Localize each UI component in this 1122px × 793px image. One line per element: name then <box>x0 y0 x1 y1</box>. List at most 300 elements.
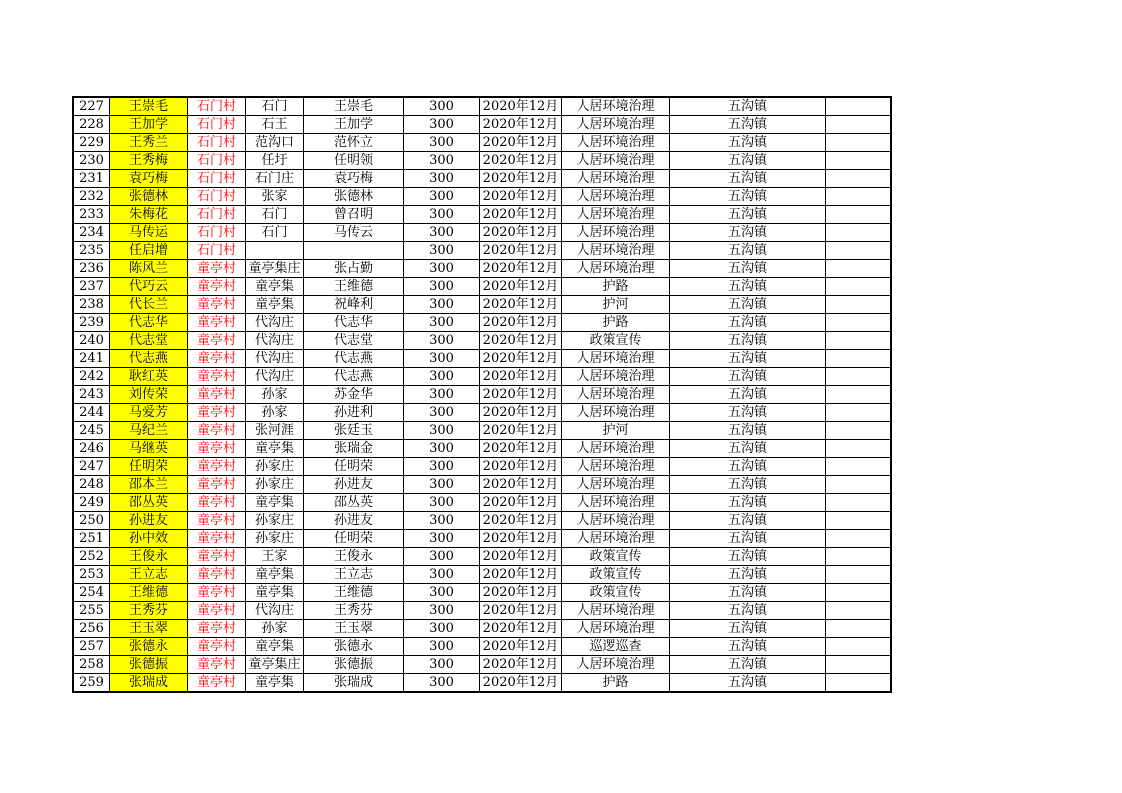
name-cell[interactable]: 马传运 <box>110 224 188 242</box>
note-cell[interactable] <box>826 404 892 422</box>
town-cell[interactable]: 五沟镇 <box>670 620 826 638</box>
job-cell[interactable]: 护路 <box>562 674 670 693</box>
job-cell[interactable]: 人居环境治理 <box>562 224 670 242</box>
village-cell[interactable]: 石门村 <box>188 97 246 116</box>
name-cell[interactable]: 朱梅花 <box>110 206 188 224</box>
village-cell[interactable]: 童亭村 <box>188 350 246 368</box>
group-cell[interactable]: 童亭集 <box>246 278 304 296</box>
town-cell[interactable]: 五沟镇 <box>670 152 826 170</box>
amount-cell[interactable]: 300 <box>404 314 480 332</box>
name-cell[interactable]: 王玉翠 <box>110 620 188 638</box>
village-cell[interactable]: 童亭村 <box>188 476 246 494</box>
job-cell[interactable]: 人居环境治理 <box>562 116 670 134</box>
job-cell[interactable]: 护河 <box>562 422 670 440</box>
amount-cell[interactable]: 300 <box>404 116 480 134</box>
village-cell[interactable]: 石门村 <box>188 170 246 188</box>
amount-cell[interactable]: 300 <box>404 296 480 314</box>
note-cell[interactable] <box>826 386 892 404</box>
payee-cell[interactable] <box>304 242 404 260</box>
group-cell[interactable]: 童亭集 <box>246 494 304 512</box>
payee-cell[interactable]: 代志燕 <box>304 368 404 386</box>
name-cell[interactable]: 张瑞成 <box>110 674 188 693</box>
row-index-cell[interactable]: 243 <box>73 386 110 404</box>
town-cell[interactable]: 五沟镇 <box>670 638 826 656</box>
job-cell[interactable]: 人居环境治理 <box>562 188 670 206</box>
job-cell[interactable]: 人居环境治理 <box>562 386 670 404</box>
payee-cell[interactable]: 孙进友 <box>304 512 404 530</box>
name-cell[interactable]: 孙进友 <box>110 512 188 530</box>
note-cell[interactable] <box>826 548 892 566</box>
payee-cell[interactable]: 范怀立 <box>304 134 404 152</box>
amount-cell[interactable]: 300 <box>404 512 480 530</box>
amount-cell[interactable]: 300 <box>404 566 480 584</box>
payee-cell[interactable]: 袁巧梅 <box>304 170 404 188</box>
row-index-cell[interactable]: 244 <box>73 404 110 422</box>
amount-cell[interactable]: 300 <box>404 422 480 440</box>
payee-cell[interactable]: 张德林 <box>304 188 404 206</box>
date-cell[interactable]: 2020年12月 <box>480 530 562 548</box>
payee-cell[interactable]: 曾召明 <box>304 206 404 224</box>
job-cell[interactable]: 人居环境治理 <box>562 440 670 458</box>
row-index-cell[interactable]: 255 <box>73 602 110 620</box>
row-index-cell[interactable]: 249 <box>73 494 110 512</box>
row-index-cell[interactable]: 254 <box>73 584 110 602</box>
payee-cell[interactable]: 祝峰利 <box>304 296 404 314</box>
village-cell[interactable]: 童亭村 <box>188 602 246 620</box>
row-index-cell[interactable]: 228 <box>73 116 110 134</box>
amount-cell[interactable]: 300 <box>404 134 480 152</box>
job-cell[interactable]: 人居环境治理 <box>562 530 670 548</box>
name-cell[interactable]: 代志堂 <box>110 332 188 350</box>
note-cell[interactable] <box>826 620 892 638</box>
group-cell[interactable]: 孙家庄 <box>246 530 304 548</box>
amount-cell[interactable]: 300 <box>404 584 480 602</box>
village-cell[interactable]: 童亭村 <box>188 566 246 584</box>
date-cell[interactable]: 2020年12月 <box>480 440 562 458</box>
row-index-cell[interactable]: 237 <box>73 278 110 296</box>
town-cell[interactable]: 五沟镇 <box>670 512 826 530</box>
village-cell[interactable]: 石门村 <box>188 242 246 260</box>
amount-cell[interactable]: 300 <box>404 620 480 638</box>
name-cell[interactable]: 马爱芳 <box>110 404 188 422</box>
amount-cell[interactable]: 300 <box>404 278 480 296</box>
payee-cell[interactable]: 邵丛英 <box>304 494 404 512</box>
group-cell[interactable]: 任圩 <box>246 152 304 170</box>
date-cell[interactable]: 2020年12月 <box>480 134 562 152</box>
note-cell[interactable] <box>826 260 892 278</box>
amount-cell[interactable]: 300 <box>404 242 480 260</box>
amount-cell[interactable]: 300 <box>404 350 480 368</box>
row-index-cell[interactable]: 239 <box>73 314 110 332</box>
payee-cell[interactable]: 王维德 <box>304 278 404 296</box>
job-cell[interactable]: 护路 <box>562 314 670 332</box>
row-index-cell[interactable]: 238 <box>73 296 110 314</box>
payee-cell[interactable]: 孙进利 <box>304 404 404 422</box>
row-index-cell[interactable]: 253 <box>73 566 110 584</box>
job-cell[interactable]: 政策宣传 <box>562 332 670 350</box>
town-cell[interactable]: 五沟镇 <box>670 422 826 440</box>
group-cell[interactable]: 童亭集庄 <box>246 656 304 674</box>
date-cell[interactable]: 2020年12月 <box>480 332 562 350</box>
name-cell[interactable]: 袁巧梅 <box>110 170 188 188</box>
village-cell[interactable]: 童亭村 <box>188 278 246 296</box>
date-cell[interactable]: 2020年12月 <box>480 602 562 620</box>
village-cell[interactable]: 童亭村 <box>188 584 246 602</box>
note-cell[interactable] <box>826 656 892 674</box>
note-cell[interactable] <box>826 602 892 620</box>
amount-cell[interactable]: 300 <box>404 548 480 566</box>
name-cell[interactable]: 王立志 <box>110 566 188 584</box>
date-cell[interactable]: 2020年12月 <box>480 620 562 638</box>
job-cell[interactable]: 人居环境治理 <box>562 602 670 620</box>
payee-cell[interactable]: 张瑞金 <box>304 440 404 458</box>
note-cell[interactable] <box>826 152 892 170</box>
amount-cell[interactable]: 300 <box>404 476 480 494</box>
amount-cell[interactable]: 300 <box>404 638 480 656</box>
village-cell[interactable]: 石门村 <box>188 188 246 206</box>
note-cell[interactable] <box>826 422 892 440</box>
row-index-cell[interactable]: 256 <box>73 620 110 638</box>
job-cell[interactable]: 巡逻巡查 <box>562 638 670 656</box>
date-cell[interactable]: 2020年12月 <box>480 314 562 332</box>
date-cell[interactable]: 2020年12月 <box>480 278 562 296</box>
group-cell[interactable]: 童亭集庄 <box>246 260 304 278</box>
town-cell[interactable]: 五沟镇 <box>670 350 826 368</box>
village-cell[interactable]: 童亭村 <box>188 314 246 332</box>
payee-cell[interactable]: 张占勤 <box>304 260 404 278</box>
village-cell[interactable]: 童亭村 <box>188 620 246 638</box>
amount-cell[interactable]: 300 <box>404 170 480 188</box>
village-cell[interactable]: 童亭村 <box>188 368 246 386</box>
date-cell[interactable]: 2020年12月 <box>480 476 562 494</box>
row-index-cell[interactable]: 246 <box>73 440 110 458</box>
name-cell[interactable]: 张德振 <box>110 656 188 674</box>
payee-cell[interactable]: 苏金华 <box>304 386 404 404</box>
town-cell[interactable]: 五沟镇 <box>670 494 826 512</box>
note-cell[interactable] <box>826 224 892 242</box>
town-cell[interactable]: 五沟镇 <box>670 584 826 602</box>
amount-cell[interactable]: 300 <box>404 206 480 224</box>
row-index-cell[interactable]: 234 <box>73 224 110 242</box>
group-cell[interactable]: 王家 <box>246 548 304 566</box>
group-cell[interactable]: 范沟口 <box>246 134 304 152</box>
name-cell[interactable]: 王俊永 <box>110 548 188 566</box>
payee-cell[interactable]: 王秀芬 <box>304 602 404 620</box>
group-cell[interactable]: 代沟庄 <box>246 368 304 386</box>
amount-cell[interactable]: 300 <box>404 602 480 620</box>
date-cell[interactable]: 2020年12月 <box>480 170 562 188</box>
date-cell[interactable]: 2020年12月 <box>480 422 562 440</box>
row-index-cell[interactable]: 240 <box>73 332 110 350</box>
group-cell[interactable]: 代沟庄 <box>246 332 304 350</box>
group-cell[interactable]: 童亭集 <box>246 674 304 693</box>
date-cell[interactable]: 2020年12月 <box>480 152 562 170</box>
town-cell[interactable]: 五沟镇 <box>670 368 826 386</box>
note-cell[interactable] <box>826 530 892 548</box>
job-cell[interactable]: 人居环境治理 <box>562 260 670 278</box>
payee-cell[interactable]: 代志华 <box>304 314 404 332</box>
group-cell[interactable]: 石王 <box>246 116 304 134</box>
amount-cell[interactable]: 300 <box>404 260 480 278</box>
name-cell[interactable]: 陈风兰 <box>110 260 188 278</box>
town-cell[interactable]: 五沟镇 <box>670 440 826 458</box>
village-cell[interactable]: 童亭村 <box>188 332 246 350</box>
job-cell[interactable]: 人居环境治理 <box>562 656 670 674</box>
amount-cell[interactable]: 300 <box>404 458 480 476</box>
village-cell[interactable]: 童亭村 <box>188 530 246 548</box>
name-cell[interactable]: 代志华 <box>110 314 188 332</box>
town-cell[interactable]: 五沟镇 <box>670 476 826 494</box>
payee-cell[interactable]: 王崇毛 <box>304 97 404 116</box>
amount-cell[interactable]: 300 <box>404 97 480 116</box>
village-cell[interactable]: 童亭村 <box>188 548 246 566</box>
row-index-cell[interactable]: 251 <box>73 530 110 548</box>
name-cell[interactable]: 马继英 <box>110 440 188 458</box>
date-cell[interactable]: 2020年12月 <box>480 548 562 566</box>
row-index-cell[interactable]: 259 <box>73 674 110 693</box>
town-cell[interactable]: 五沟镇 <box>670 278 826 296</box>
name-cell[interactable]: 王秀芬 <box>110 602 188 620</box>
job-cell[interactable]: 人居环境治理 <box>562 512 670 530</box>
name-cell[interactable]: 耿红英 <box>110 368 188 386</box>
name-cell[interactable]: 刘传荣 <box>110 386 188 404</box>
town-cell[interactable]: 五沟镇 <box>670 566 826 584</box>
row-index-cell[interactable]: 231 <box>73 170 110 188</box>
date-cell[interactable]: 2020年12月 <box>480 242 562 260</box>
amount-cell[interactable]: 300 <box>404 674 480 693</box>
payee-cell[interactable]: 王维德 <box>304 584 404 602</box>
job-cell[interactable]: 人居环境治理 <box>562 134 670 152</box>
payee-cell[interactable]: 任明领 <box>304 152 404 170</box>
group-cell[interactable]: 童亭集 <box>246 440 304 458</box>
town-cell[interactable]: 五沟镇 <box>670 314 826 332</box>
payee-cell[interactable]: 张德振 <box>304 656 404 674</box>
town-cell[interactable]: 五沟镇 <box>670 530 826 548</box>
payee-cell[interactable]: 张廷玉 <box>304 422 404 440</box>
note-cell[interactable] <box>826 638 892 656</box>
date-cell[interactable]: 2020年12月 <box>480 386 562 404</box>
job-cell[interactable]: 人居环境治理 <box>562 97 670 116</box>
name-cell[interactable]: 王加学 <box>110 116 188 134</box>
name-cell[interactable]: 邵本兰 <box>110 476 188 494</box>
town-cell[interactable]: 五沟镇 <box>670 224 826 242</box>
date-cell[interactable]: 2020年12月 <box>480 296 562 314</box>
note-cell[interactable] <box>826 206 892 224</box>
group-cell[interactable]: 童亭集 <box>246 296 304 314</box>
name-cell[interactable]: 张德永 <box>110 638 188 656</box>
group-cell[interactable]: 张河涯 <box>246 422 304 440</box>
name-cell[interactable]: 马纪兰 <box>110 422 188 440</box>
town-cell[interactable]: 五沟镇 <box>670 548 826 566</box>
note-cell[interactable] <box>826 494 892 512</box>
note-cell[interactable] <box>826 242 892 260</box>
village-cell[interactable]: 童亭村 <box>188 296 246 314</box>
date-cell[interactable]: 2020年12月 <box>480 566 562 584</box>
village-cell[interactable]: 童亭村 <box>188 422 246 440</box>
job-cell[interactable]: 人居环境治理 <box>562 242 670 260</box>
date-cell[interactable]: 2020年12月 <box>480 494 562 512</box>
village-cell[interactable]: 童亭村 <box>188 638 246 656</box>
date-cell[interactable]: 2020年12月 <box>480 404 562 422</box>
note-cell[interactable] <box>826 116 892 134</box>
job-cell[interactable]: 政策宣传 <box>562 548 670 566</box>
group-cell[interactable]: 代沟庄 <box>246 350 304 368</box>
note-cell[interactable] <box>826 674 892 693</box>
group-cell[interactable]: 张家 <box>246 188 304 206</box>
date-cell[interactable]: 2020年12月 <box>480 260 562 278</box>
note-cell[interactable] <box>826 440 892 458</box>
group-cell[interactable]: 孙家庄 <box>246 458 304 476</box>
village-cell[interactable]: 童亭村 <box>188 656 246 674</box>
amount-cell[interactable]: 300 <box>404 494 480 512</box>
note-cell[interactable] <box>826 350 892 368</box>
town-cell[interactable]: 五沟镇 <box>670 296 826 314</box>
note-cell[interactable] <box>826 566 892 584</box>
payee-cell[interactable]: 马传云 <box>304 224 404 242</box>
row-index-cell[interactable]: 252 <box>73 548 110 566</box>
row-index-cell[interactable]: 245 <box>73 422 110 440</box>
group-cell[interactable]: 童亭集 <box>246 566 304 584</box>
village-cell[interactable]: 石门村 <box>188 152 246 170</box>
town-cell[interactable]: 五沟镇 <box>670 97 826 116</box>
group-cell[interactable]: 代沟庄 <box>246 602 304 620</box>
town-cell[interactable]: 五沟镇 <box>670 116 826 134</box>
payee-cell[interactable]: 孙进友 <box>304 476 404 494</box>
amount-cell[interactable]: 300 <box>404 530 480 548</box>
amount-cell[interactable]: 300 <box>404 404 480 422</box>
town-cell[interactable]: 五沟镇 <box>670 458 826 476</box>
village-cell[interactable]: 石门村 <box>188 206 246 224</box>
amount-cell[interactable]: 300 <box>404 224 480 242</box>
village-cell[interactable]: 石门村 <box>188 134 246 152</box>
job-cell[interactable]: 人居环境治理 <box>562 350 670 368</box>
date-cell[interactable]: 2020年12月 <box>480 116 562 134</box>
payee-cell[interactable]: 王加学 <box>304 116 404 134</box>
group-cell[interactable]: 孙家庄 <box>246 476 304 494</box>
row-index-cell[interactable]: 229 <box>73 134 110 152</box>
village-cell[interactable]: 童亭村 <box>188 512 246 530</box>
note-cell[interactable] <box>826 278 892 296</box>
group-cell[interactable]: 石门 <box>246 97 304 116</box>
row-index-cell[interactable]: 247 <box>73 458 110 476</box>
row-index-cell[interactable]: 241 <box>73 350 110 368</box>
group-cell[interactable]: 石门 <box>246 224 304 242</box>
date-cell[interactable]: 2020年12月 <box>480 350 562 368</box>
town-cell[interactable]: 五沟镇 <box>670 206 826 224</box>
village-cell[interactable]: 童亭村 <box>188 458 246 476</box>
group-cell[interactable]: 孙家庄 <box>246 512 304 530</box>
row-index-cell[interactable]: 250 <box>73 512 110 530</box>
note-cell[interactable] <box>826 512 892 530</box>
group-cell[interactable] <box>246 242 304 260</box>
name-cell[interactable]: 代志燕 <box>110 350 188 368</box>
note-cell[interactable] <box>826 188 892 206</box>
job-cell[interactable]: 人居环境治理 <box>562 494 670 512</box>
row-index-cell[interactable]: 248 <box>73 476 110 494</box>
name-cell[interactable]: 孙中效 <box>110 530 188 548</box>
date-cell[interactable]: 2020年12月 <box>480 674 562 693</box>
amount-cell[interactable]: 300 <box>404 656 480 674</box>
date-cell[interactable]: 2020年12月 <box>480 512 562 530</box>
job-cell[interactable]: 人居环境治理 <box>562 206 670 224</box>
amount-cell[interactable]: 300 <box>404 386 480 404</box>
payee-cell[interactable]: 王立志 <box>304 566 404 584</box>
job-cell[interactable]: 人居环境治理 <box>562 170 670 188</box>
name-cell[interactable]: 张德林 <box>110 188 188 206</box>
payee-cell[interactable]: 代志燕 <box>304 350 404 368</box>
note-cell[interactable] <box>826 314 892 332</box>
town-cell[interactable]: 五沟镇 <box>670 170 826 188</box>
payee-cell[interactable]: 代志堂 <box>304 332 404 350</box>
town-cell[interactable]: 五沟镇 <box>670 188 826 206</box>
job-cell[interactable]: 护路 <box>562 278 670 296</box>
date-cell[interactable]: 2020年12月 <box>480 368 562 386</box>
job-cell[interactable]: 人居环境治理 <box>562 476 670 494</box>
name-cell[interactable]: 王秀梅 <box>110 152 188 170</box>
name-cell[interactable]: 王秀兰 <box>110 134 188 152</box>
job-cell[interactable]: 人居环境治理 <box>562 404 670 422</box>
village-cell[interactable]: 童亭村 <box>188 386 246 404</box>
payee-cell[interactable]: 任明荣 <box>304 458 404 476</box>
name-cell[interactable]: 王崇毛 <box>110 97 188 116</box>
payee-cell[interactable]: 王玉翠 <box>304 620 404 638</box>
amount-cell[interactable]: 300 <box>404 368 480 386</box>
row-index-cell[interactable]: 227 <box>73 97 110 116</box>
town-cell[interactable]: 五沟镇 <box>670 386 826 404</box>
amount-cell[interactable]: 300 <box>404 332 480 350</box>
date-cell[interactable]: 2020年12月 <box>480 188 562 206</box>
group-cell[interactable]: 孙家 <box>246 620 304 638</box>
payee-cell[interactable]: 张瑞成 <box>304 674 404 693</box>
payee-cell[interactable]: 王俊永 <box>304 548 404 566</box>
date-cell[interactable]: 2020年12月 <box>480 638 562 656</box>
village-cell[interactable]: 童亭村 <box>188 260 246 278</box>
note-cell[interactable] <box>826 170 892 188</box>
town-cell[interactable]: 五沟镇 <box>670 242 826 260</box>
town-cell[interactable]: 五沟镇 <box>670 602 826 620</box>
town-cell[interactable]: 五沟镇 <box>670 332 826 350</box>
town-cell[interactable]: 五沟镇 <box>670 674 826 693</box>
note-cell[interactable] <box>826 368 892 386</box>
date-cell[interactable]: 2020年12月 <box>480 584 562 602</box>
group-cell[interactable]: 孙家 <box>246 386 304 404</box>
town-cell[interactable]: 五沟镇 <box>670 656 826 674</box>
row-index-cell[interactable]: 258 <box>73 656 110 674</box>
date-cell[interactable]: 2020年12月 <box>480 224 562 242</box>
group-cell[interactable]: 童亭集 <box>246 638 304 656</box>
village-cell[interactable]: 童亭村 <box>188 674 246 693</box>
note-cell[interactable] <box>826 458 892 476</box>
job-cell[interactable]: 人居环境治理 <box>562 620 670 638</box>
village-cell[interactable]: 石门村 <box>188 224 246 242</box>
name-cell[interactable]: 王维德 <box>110 584 188 602</box>
payee-cell[interactable]: 张德永 <box>304 638 404 656</box>
row-index-cell[interactable]: 235 <box>73 242 110 260</box>
name-cell[interactable]: 任明荣 <box>110 458 188 476</box>
group-cell[interactable]: 孙家 <box>246 404 304 422</box>
note-cell[interactable] <box>826 584 892 602</box>
name-cell[interactable]: 代巧云 <box>110 278 188 296</box>
job-cell[interactable]: 护河 <box>562 296 670 314</box>
village-cell[interactable]: 童亭村 <box>188 440 246 458</box>
note-cell[interactable] <box>826 134 892 152</box>
town-cell[interactable]: 五沟镇 <box>670 134 826 152</box>
job-cell[interactable]: 政策宣传 <box>562 566 670 584</box>
group-cell[interactable]: 石门 <box>246 206 304 224</box>
group-cell[interactable]: 代沟庄 <box>246 314 304 332</box>
date-cell[interactable]: 2020年12月 <box>480 97 562 116</box>
row-index-cell[interactable]: 233 <box>73 206 110 224</box>
